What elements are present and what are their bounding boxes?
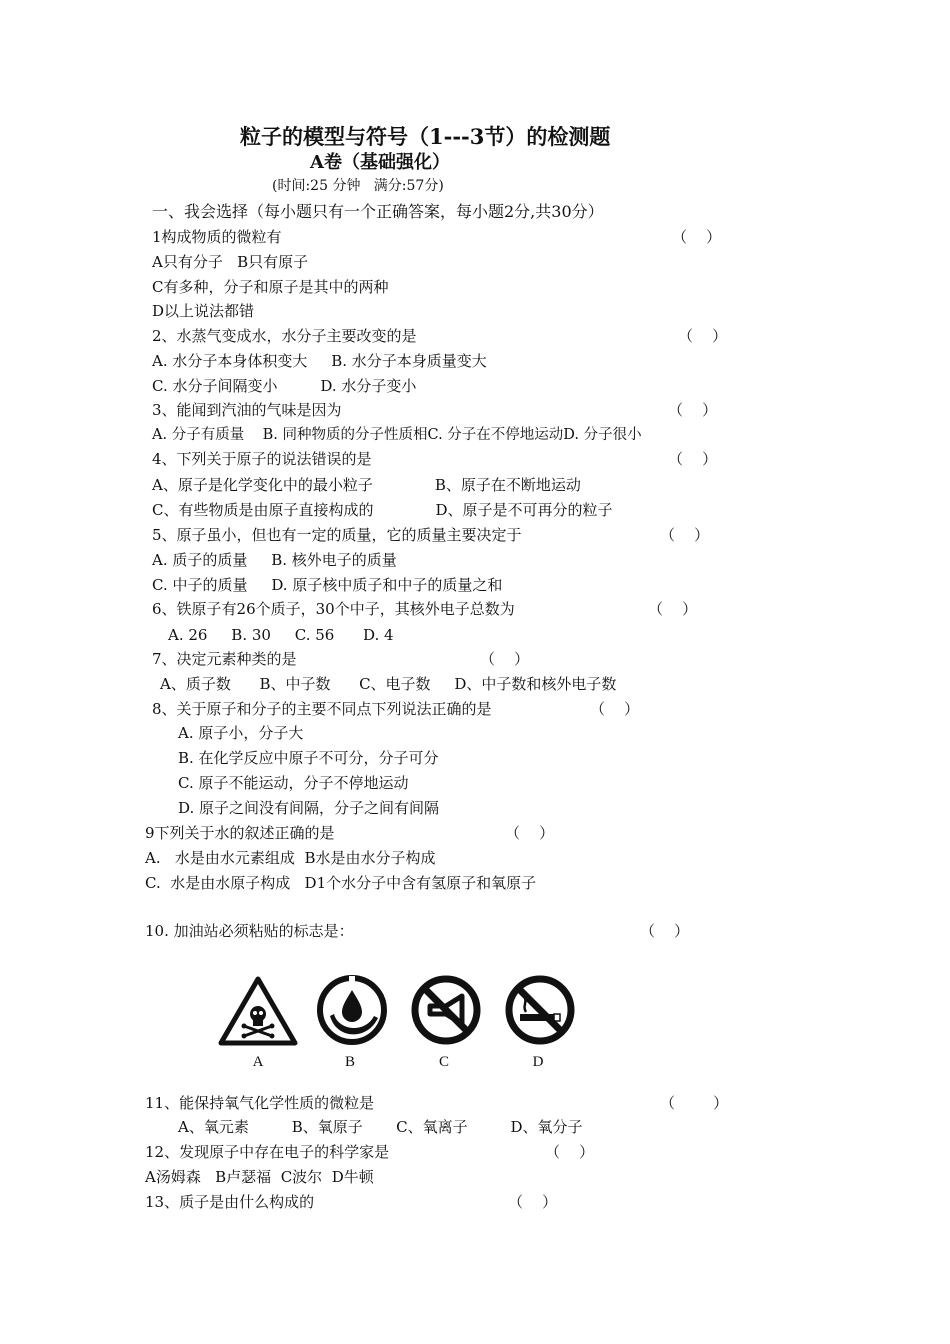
question-stem: 6、铁原子有26个质子，30个中子，其核外电子总数为 (152, 600, 515, 618)
question-option: A. 水分子本身体积变大 B. 水分子本身质量变大 (152, 352, 487, 370)
question-option: A. 水是由水元素组成 B水是由水分子构成 (145, 849, 436, 867)
question-option: D以上说法都错 (152, 302, 255, 320)
sign-label: C (438, 1054, 449, 1070)
question-stem: 11、能保持氧气化学性质的微粒是 (145, 1094, 375, 1112)
question-option: A、原子是化学变化中的最小粒子 B、原子在不断地运动 (152, 476, 581, 494)
question-option: C. 水分子间隔变小 D. 水分子变小 (152, 377, 417, 395)
answer-blank[interactable]: （ ） (648, 600, 698, 618)
no-smoking-icon[interactable] (504, 972, 576, 1052)
time-score-info: (时间:25 分钟 满分:57分) (272, 178, 444, 194)
answer-blank[interactable]: （ ） (660, 1094, 729, 1112)
question-stem: 7、决定元素种类的是 (152, 650, 297, 668)
question-option: A. 分子有质量 B. 同种物质的分子性质相C. 分子在不停地运动D. 分子很小 (152, 427, 642, 443)
question-stem: 3、能闻到汽油的气味是因为 (152, 401, 342, 419)
question-stem: 12、发现原子中存在电子的科学家是 (145, 1143, 390, 1161)
question-option: A. 26 B. 30 C. 56 D. 4 (168, 626, 394, 644)
question-option: C、有些物质是由原子直接构成的 D、原子是不可再分的粒子 (152, 501, 613, 519)
question-stem: 4、下列关于原子的说法错误的是 (152, 450, 372, 468)
water-drop-in-hand-icon[interactable] (316, 972, 388, 1052)
question-option: A. 质子的质量 B. 核外电子的质量 (152, 551, 397, 569)
question-option: C. 原子不能运动，分子不停地运动 (178, 774, 409, 792)
question-option: A只有分子 B只有原子 (152, 253, 309, 271)
answer-blank[interactable]: （ ） (480, 650, 530, 668)
sign-label: B (344, 1054, 355, 1070)
question-stem: 13、质子是由什么构成的 (145, 1193, 315, 1211)
section-heading: 一、我会选择（每小题只有一个正确答案，每小题2分,共30分） (152, 202, 604, 221)
no-horn-icon[interactable] (410, 972, 482, 1052)
answer-blank[interactable]: （ ） (508, 1193, 558, 1211)
answer-blank[interactable]: （ ） (660, 526, 710, 544)
question-option: D. 原子之间没有间隔，分子之间有间隔 (178, 799, 440, 817)
answer-blank[interactable]: （ ） (678, 327, 728, 345)
question-stem: 2、水蒸气变成水，水分子主要改变的是 (152, 327, 417, 345)
toxic-warning-triangle-icon[interactable] (218, 976, 298, 1050)
answer-blank[interactable]: （ ） (668, 450, 718, 468)
sign-label: A (252, 1054, 264, 1070)
question-option: B. 在化学反应中原子不可分，分子可分 (178, 749, 439, 767)
question-stem: 1构成物质的微粒有 (152, 228, 282, 246)
answer-blank[interactable]: （ ） (668, 401, 718, 419)
question-option: A、氧元素 B、氧原子 C、氧离子 D、氧分子 (178, 1118, 583, 1136)
answer-blank[interactable]: （ ） (640, 922, 690, 940)
page-subtitle: A卷（基础强化） (310, 152, 450, 173)
question-option: A汤姆森 B卢瑟福 C波尔 D牛顿 (145, 1168, 374, 1186)
answer-blank[interactable]: （ ） (672, 228, 722, 246)
sign-label: D (532, 1054, 544, 1070)
answer-blank[interactable]: （ ） (505, 824, 555, 842)
answer-blank[interactable]: （ ） (590, 700, 640, 718)
question-option: C有多种，分子和原子是其中的两种 (152, 278, 389, 296)
question-stem: 8、关于原子和分子的主要不同点下列说法正确的是 (152, 700, 492, 718)
question-option: A. 原子小，分子大 (178, 724, 304, 742)
question-option: C. 中子的质量 D. 原子核中质子和中子的质量之和 (152, 576, 503, 594)
question-stem: 10. 加油站必须粘贴的标志是： (145, 922, 354, 940)
question-stem: 9下列关于水的叙述正确的是 (145, 824, 335, 842)
page-title: 粒子的模型与符号（1---3节）的检测题 (240, 124, 611, 149)
question-option: A、质子数 B、中子数 C、电子数 D、中子数和核外电子数 (160, 675, 617, 693)
question-option: C. 水是由水原子构成 D1个水分子中含有氢原子和氧原子 (145, 874, 537, 892)
answer-blank[interactable]: （ ） (545, 1143, 595, 1161)
question-stem: 5、原子虽小，但也有一定的质量，它的质量主要决定于 (152, 526, 522, 544)
